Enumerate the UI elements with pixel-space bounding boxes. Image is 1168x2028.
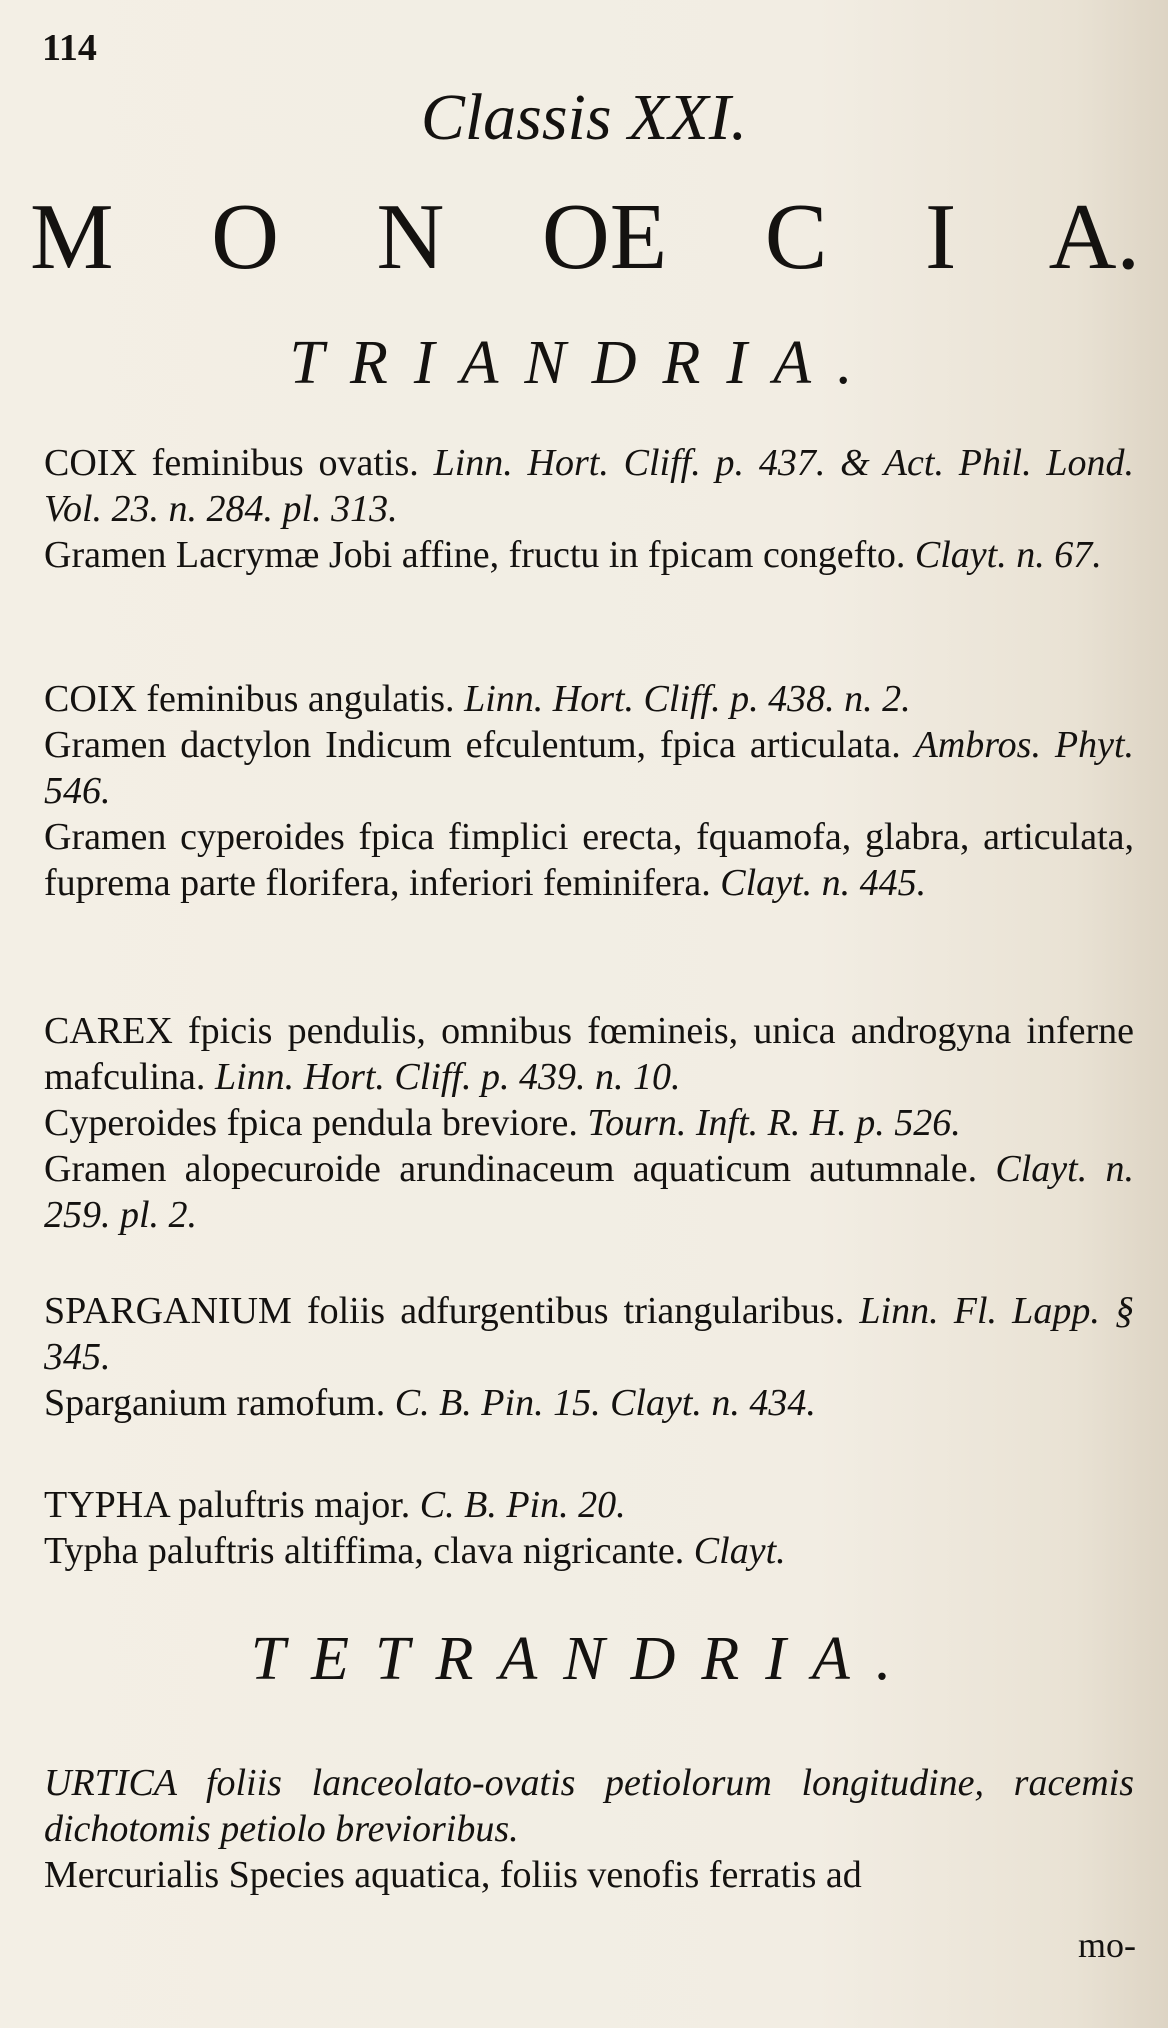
entry-synonym: Gramen alopecuroide arundinaceum aquaticum autumnale. Clayt. n. 259. pl. 2. bbox=[44, 1148, 1134, 1236]
entry-reference: Linn. Hort. Cliff. p. 438. n. 2. bbox=[464, 678, 911, 720]
entry-synonym: Gramen cyperoides fpica fimplici erecta, fquamofa, glabra, articulata, fuprema parte florifera, inferiori feminifera. Clayt. n. 445. bbox=[44, 816, 1134, 904]
entry-sparganium bbox=[44, 1288, 1134, 1426]
class-heading: Classis XXI. bbox=[420, 81, 748, 154]
main-heading: M O N OE C I A. bbox=[30, 185, 1140, 289]
catchword: mo- bbox=[1078, 1925, 1136, 1965]
entry-main: CAREX fpicis pendulis, omnibus fœmineis, unica androgyna inferne mafculina. Linn. Hort. Cliff. p. 439. n. 10. bbox=[44, 1010, 1134, 1098]
entry-reference: Ambros. Phyt. 546. bbox=[44, 724, 1135, 812]
entry-main: TYPHA paluftris major. C. B. Pin. 20. bbox=[44, 1484, 626, 1526]
entry-synonym: Typha paluftris altiffima, clava nigricante. Clayt. bbox=[44, 1530, 786, 1572]
page-number: 114 bbox=[42, 27, 97, 69]
entry-reference: Linn. Hort. Cliff. p. 439. n. 10. bbox=[214, 1056, 681, 1098]
entry-coix-ovatis bbox=[44, 440, 1134, 578]
entry-synonym: Cyperoides fpica pendula breviore. Tourn. Inft. R. H. p. 526. bbox=[44, 1102, 961, 1144]
entry-main: COIX feminibus ovatis. Linn. Hort. Cliff. p. 437. & Act. Phil. Lond. Vol. 23. n. 284. pl. 313. bbox=[44, 442, 1135, 530]
entry-reference: C. B. Pin. 15. Clayt. n. 434. bbox=[394, 1382, 816, 1424]
entry-reference: Tourn. Inft. R. H. p. 526. bbox=[587, 1102, 961, 1144]
entry-main: COIX feminibus angulatis. Linn. Hort. Cliff. p. 438. n. 2. bbox=[44, 678, 911, 720]
entry-typha bbox=[44, 1482, 1134, 1574]
entry-reference: Linn. Hort. Cliff. p. 437. & Act. Phil. Lond. Vol. 23. n. 284. pl. 313. bbox=[44, 442, 1135, 530]
entry-synonym: Gramen Lacrymæ Jobi affine, fructu in fpicam congefto. Clayt. n. 67. bbox=[44, 534, 1102, 576]
entry-reference: Linn. Fl. Lapp. § 345. bbox=[44, 1290, 1134, 1378]
section-heading-triandria: TRIANDRIA. bbox=[289, 329, 879, 397]
entry-coix-angulatis bbox=[44, 676, 1134, 906]
entry-reference: Clayt. bbox=[693, 1530, 786, 1572]
entry-urtica bbox=[44, 1760, 1134, 1898]
entry-reference: Clayt. n. 445. bbox=[720, 862, 927, 904]
entry-reference: C. B. Pin. 20. bbox=[419, 1484, 626, 1526]
entry-reference: Clayt. n. 259. pl. 2. bbox=[44, 1148, 1134, 1236]
entry-synonym: Mercurialis Species aquatica, foliis venofis ferratis ad bbox=[44, 1854, 862, 1896]
entry-synonym: Gramen dactylon Indicum efculentum, fpica articulata. Ambros. Phyt. 546. bbox=[44, 724, 1135, 812]
entry-synonym: Sparganium ramofum. C. B. Pin. 15. Clayt. n. 434. bbox=[44, 1382, 816, 1424]
entry-reference: Clayt. n. 67. bbox=[914, 534, 1102, 576]
entry-carex bbox=[44, 1008, 1134, 1238]
section-heading-tetrandria: TETRANDRIA. bbox=[250, 1625, 918, 1693]
entry-main: SPARGANIUM foliis adfurgentibus triangularibus. Linn. Fl. Lapp. § 345. bbox=[44, 1290, 1134, 1378]
entry-main: URTICA foliis lanceolato-ovatis petiolorum longitudine, racemis dichotomis petiolo brevioribus. bbox=[44, 1762, 1134, 1850]
